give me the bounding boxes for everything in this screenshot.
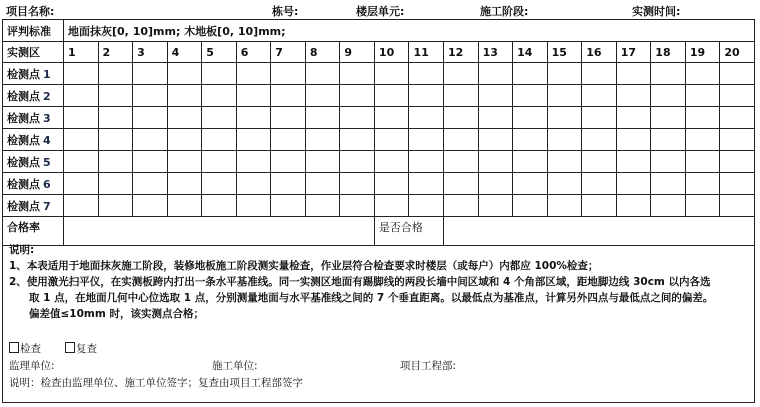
measurement-cell[interactable] [582, 151, 617, 173]
measurement-cell[interactable] [547, 63, 582, 85]
measurement-cell[interactable] [271, 151, 306, 173]
measurement-cell[interactable] [167, 173, 202, 195]
measurement-cell[interactable] [651, 129, 686, 151]
measurement-cell[interactable] [167, 151, 202, 173]
checkpoint-label: 检测点 6 [3, 173, 64, 195]
measurement-cell[interactable] [167, 195, 202, 217]
checkpoint-label: 检测点 2 [3, 85, 64, 107]
measurement-cell[interactable] [98, 63, 133, 85]
checkpoint-row [3, 63, 755, 85]
measurement-cell[interactable] [547, 129, 582, 151]
measurement-cell[interactable] [685, 107, 720, 129]
measurement-cell[interactable] [547, 85, 582, 107]
notes-title: 说明: [9, 244, 35, 256]
measurement-cell[interactable] [271, 63, 306, 85]
zone-column-header: 20 [720, 42, 755, 63]
measurement-cell[interactable] [305, 195, 340, 217]
project-name-label: 项目名称: [6, 5, 55, 18]
zone-column-header: 10 [374, 42, 409, 63]
zone-column-header: 7 [271, 42, 306, 63]
measurement-cell[interactable] [271, 107, 306, 129]
measurement-cell[interactable] [582, 195, 617, 217]
measurement-cell[interactable] [202, 151, 237, 173]
note-item-2-line-2: 取 1 点，在地面几何中心位选取 1 点，分别测量地面与水平基准线之间的 7 个垂直距离。以最低点为基准点，计算另外四点与最低点之间的偏差。 [29, 292, 714, 304]
note-item-2-line-3: 偏差值≤10mm 时，该实测点合格； [29, 308, 204, 320]
measurement-table [2, 19, 755, 246]
checkpoint-row [3, 195, 755, 217]
measurement-cell[interactable] [64, 129, 99, 151]
measurement-cell[interactable] [685, 151, 720, 173]
measurement-cell[interactable] [374, 195, 409, 217]
measurement-cell[interactable] [64, 85, 99, 107]
measurement-cell[interactable] [616, 63, 651, 85]
measurement-cell[interactable] [133, 195, 168, 217]
measurement-cell[interactable] [616, 107, 651, 129]
zone-column-header: 3 [133, 42, 168, 63]
checkpoint-row [3, 129, 755, 151]
measurement-cell[interactable] [340, 173, 375, 195]
measurement-cell[interactable] [64, 173, 99, 195]
measurement-cell[interactable] [133, 173, 168, 195]
checkpoint-row [3, 85, 755, 107]
measurement-cell[interactable] [444, 107, 479, 129]
zone-column-header: 17 [616, 42, 651, 63]
measurement-cell[interactable] [478, 85, 513, 107]
measurement-cell[interactable] [340, 63, 375, 85]
measurement-cell[interactable] [98, 195, 133, 217]
measurement-cell[interactable] [685, 195, 720, 217]
checkpoint-label: 检测点 3 [3, 107, 64, 129]
measurement-cell[interactable] [64, 195, 99, 217]
measurement-cell[interactable] [616, 195, 651, 217]
measurement-cell[interactable] [444, 195, 479, 217]
measurement-cell[interactable] [409, 129, 444, 151]
measurement-cell[interactable] [582, 107, 617, 129]
measurement-cell[interactable] [374, 129, 409, 151]
measurement-cell[interactable] [513, 129, 548, 151]
measurement-cell[interactable] [64, 63, 99, 85]
measurement-cell[interactable] [305, 63, 340, 85]
measurement-cell[interactable] [133, 129, 168, 151]
zone-column-header: 13 [478, 42, 513, 63]
measurement-cell[interactable] [340, 151, 375, 173]
measurement-cell[interactable] [409, 85, 444, 107]
measurement-cell[interactable] [651, 85, 686, 107]
measurement-cell[interactable] [202, 173, 237, 195]
criteria-row [3, 20, 755, 42]
checkpoint-row [3, 151, 755, 173]
measurement-cell[interactable] [582, 85, 617, 107]
zone-header-row [3, 42, 755, 63]
measurement-cell[interactable] [616, 85, 651, 107]
zone-column-header: 15 [547, 42, 582, 63]
measurement-cell[interactable] [720, 173, 755, 195]
measurement-cell[interactable] [444, 173, 479, 195]
zone-column-header: 16 [582, 42, 617, 63]
measurement-cell[interactable] [167, 85, 202, 107]
inspect-checkbox[interactable] [9, 342, 19, 353]
measurement-cell[interactable] [236, 129, 271, 151]
project-dept-signature-label: 项目工程部: [400, 360, 457, 372]
inspect-checkbox-group[interactable]: 检查 [9, 341, 41, 356]
measurement-cell[interactable] [236, 195, 271, 217]
measurement-cell[interactable] [444, 129, 479, 151]
measurement-cell[interactable] [271, 129, 306, 151]
zone-column-header: 9 [340, 42, 375, 63]
measurement-cell[interactable] [513, 107, 548, 129]
measurement-cell[interactable] [478, 173, 513, 195]
is-pass-label: 是否合格 [374, 217, 443, 246]
measurement-cell[interactable] [374, 63, 409, 85]
measurement-cell[interactable] [685, 85, 720, 107]
measurement-cell[interactable] [305, 107, 340, 129]
measurement-cell[interactable] [340, 195, 375, 217]
measurement-cell[interactable] [374, 173, 409, 195]
checkpoint-label: 检测点 4 [3, 129, 64, 151]
measurement-cell[interactable] [478, 63, 513, 85]
measurement-cell[interactable] [133, 151, 168, 173]
measurement-cell[interactable] [202, 129, 237, 151]
measurement-cell[interactable] [616, 151, 651, 173]
measurement-cell[interactable] [167, 129, 202, 151]
measurement-cell[interactable] [133, 63, 168, 85]
zone-column-header: 19 [685, 42, 720, 63]
measurement-cell[interactable] [651, 107, 686, 129]
note-item-2: 2、使用激光扫平仪，在实测板跨内打出一条水平基准线。同一实测区地面有踢脚线的两段长墙中间区域和 4 个角部区域，距地脚边线 30cm 以内各选 [9, 276, 711, 288]
checkpoint-label: 检测点 1 [3, 63, 64, 85]
notes-section [2, 240, 755, 403]
measurement-cell[interactable] [478, 107, 513, 129]
measurement-cell[interactable] [374, 151, 409, 173]
supervisor-signature-label: 监理单位: [9, 360, 55, 372]
measurement-cell[interactable] [547, 151, 582, 173]
measurement-cell[interactable] [513, 195, 548, 217]
measurement-cell[interactable] [720, 63, 755, 85]
measurement-cell[interactable] [547, 173, 582, 195]
measurement-cell[interactable] [547, 195, 582, 217]
measurement-cell[interactable] [478, 129, 513, 151]
zone-column-header: 4 [167, 42, 202, 63]
checkpoint-label: 检测点 5 [3, 151, 64, 173]
checkpoint-row [3, 173, 755, 195]
measurement-cell[interactable] [651, 151, 686, 173]
criteria-value: 地面抹灰[0, 10]mm; 木地板[0, 10]mm; [64, 20, 755, 42]
measurement-cell[interactable] [444, 151, 479, 173]
note-item-1: 1、本表适用于地面抹灰施工阶段，装修地板施工阶段测实量检查，作业层符合检查要求时楼层（或每户）内都应 100%检查； [9, 260, 599, 272]
measurement-cell[interactable] [720, 129, 755, 151]
measurement-cell[interactable] [271, 85, 306, 107]
measurement-cell[interactable] [409, 173, 444, 195]
floor-unit-label: 楼层单元: [356, 5, 405, 18]
measurement-cell[interactable] [133, 85, 168, 107]
measurement-cell[interactable] [64, 151, 99, 173]
measurement-cell[interactable] [305, 85, 340, 107]
measurement-cell[interactable] [616, 129, 651, 151]
measurement-cell[interactable] [305, 173, 340, 195]
contractor-signature-label: 施工单位: [212, 360, 258, 372]
measurement-cell[interactable] [98, 85, 133, 107]
measurement-cell[interactable] [98, 129, 133, 151]
measurement-cell[interactable] [374, 107, 409, 129]
measurement-cell[interactable] [64, 107, 99, 129]
measurement-cell[interactable] [98, 151, 133, 173]
measurement-cell[interactable] [202, 63, 237, 85]
measurement-cell[interactable] [720, 107, 755, 129]
measurement-cell[interactable] [271, 173, 306, 195]
construction-stage-label: 施工阶段: [480, 5, 529, 18]
checkpoint-label: 检测点 7 [3, 195, 64, 217]
measurement-cell[interactable] [236, 151, 271, 173]
measurement-cell[interactable] [409, 151, 444, 173]
measurement-cell[interactable] [478, 195, 513, 217]
measurement-cell[interactable] [340, 85, 375, 107]
measurement-cell[interactable] [374, 85, 409, 107]
measurement-cell[interactable] [202, 85, 237, 107]
measurement-cell[interactable] [409, 107, 444, 129]
zone-column-header: 6 [236, 42, 271, 63]
zone-column-header: 1 [64, 42, 99, 63]
zone-column-header: 11 [409, 42, 444, 63]
measurement-cell[interactable] [305, 129, 340, 151]
measurement-cell[interactable] [720, 195, 755, 217]
measurement-cell[interactable] [236, 173, 271, 195]
measurement-cell[interactable] [236, 107, 271, 129]
pass-rate-label: 合格率 [3, 217, 64, 246]
measurement-cell[interactable] [685, 63, 720, 85]
measurement-cell[interactable] [685, 173, 720, 195]
measurement-cell[interactable] [685, 129, 720, 151]
measurement-cell[interactable] [98, 107, 133, 129]
measurement-cell[interactable] [305, 151, 340, 173]
measurement-cell[interactable] [444, 85, 479, 107]
measurement-cell[interactable] [513, 85, 548, 107]
recheck-checkbox[interactable] [65, 342, 75, 353]
zone-label: 实测区 [3, 42, 64, 63]
measurement-cell[interactable] [340, 107, 375, 129]
measurement-cell[interactable] [167, 107, 202, 129]
measurement-cell[interactable] [513, 63, 548, 85]
measurement-cell[interactable] [167, 63, 202, 85]
measurement-cell[interactable] [478, 151, 513, 173]
measurement-cell[interactable] [513, 151, 548, 173]
measurement-cell[interactable] [582, 173, 617, 195]
signature-note: 说明：检查由监理单位、施工单位签字；复查由项目工程部签字 [9, 377, 303, 389]
zone-column-header: 2 [98, 42, 133, 63]
measurement-cell[interactable] [513, 173, 548, 195]
checkpoint-row [3, 107, 755, 129]
measure-time-label: 实测时间: [632, 5, 681, 18]
measurement-cell[interactable] [98, 173, 133, 195]
measurement-cell[interactable] [409, 195, 444, 217]
building-no-label: 栋号: [272, 5, 299, 18]
zone-column-header: 5 [202, 42, 237, 63]
measurement-cell[interactable] [651, 195, 686, 217]
measurement-cell[interactable] [202, 195, 237, 217]
criteria-label: 评判标准 [3, 20, 64, 42]
measurement-cell[interactable] [651, 173, 686, 195]
form-header [6, 3, 760, 19]
measurement-cell[interactable] [582, 129, 617, 151]
measurement-cell[interactable] [271, 195, 306, 217]
measurement-cell[interactable] [720, 85, 755, 107]
measurement-cell[interactable] [616, 173, 651, 195]
zone-column-header: 12 [444, 42, 479, 63]
measurement-cell[interactable] [340, 129, 375, 151]
measurement-cell[interactable] [236, 63, 271, 85]
recheck-checkbox-group[interactable]: 复查 [65, 341, 97, 356]
measurement-cell[interactable] [409, 63, 444, 85]
measurement-cell[interactable] [720, 151, 755, 173]
measurement-cell[interactable] [651, 63, 686, 85]
measurement-cell[interactable] [582, 63, 617, 85]
zone-column-header: 18 [651, 42, 686, 63]
measurement-cell[interactable] [547, 107, 582, 129]
measurement-cell[interactable] [202, 107, 237, 129]
zone-column-header: 14 [513, 42, 548, 63]
measurement-cell[interactable] [133, 107, 168, 129]
zone-column-header: 8 [305, 42, 340, 63]
measurement-cell[interactable] [444, 63, 479, 85]
measurement-cell[interactable] [236, 85, 271, 107]
